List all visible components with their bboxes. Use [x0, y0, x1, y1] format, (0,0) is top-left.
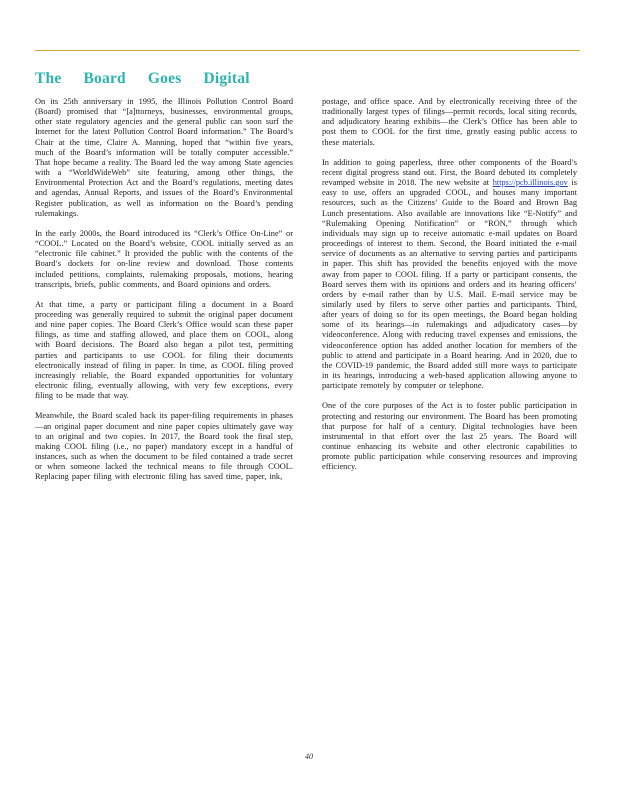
- paragraph-text: In addition to going paperless, three other components of the Board’s recent digital progress stand out. First, the Board debuted its completely revamped website in 2018. The new website at: [322, 157, 577, 188]
- paragraph: On its 25th anniversary in 1995, the Illinois Pollution Control Board (Board) promised that “[a]ttorneys, businesses, environmental groups, other state regulatory agencies and the general public can soon surf the Internet for the latest Pollution Control Board information.” The Board’s Chair at the time, Claire A. Manning, hoped that “within five years, much of the Board’s information will be totally computer accessible.” That hope became a reality. The Board led the way among State agencies with a “WorldWideWeb” site featuring, among other things, the Environmental Protection Act and the Board’s regulations, meeting dates and agendas, Annual Reports, and issues of the Board’s Environmental Register publication, as well as information on the Board’s pending rulemakings.: [35, 97, 293, 218]
- paragraph-text: is easy to use, offers an upgraded COOL, and houses many important resources, such as the Citizens’ Guide to the Board and Brown Bag Lunch presentations. Also available are innovations like “E-Notify” and “Rulemaking Opening Notification” or “RON,” through which individuals may sign up to receive automatic e-mail updates on Board proceedings of interest to them. Second, the Board initiated the e-mail service of documents as an alternative to serving parties and participants in paper. This shift has provided the benefits enjoyed with the move away from paper to COOL filing. If a party or participant consents, the Board serves them with its opinions and orders and its hearing officers’ orders by e-mail rather than by U.S. Mail. E-mail service may be similarly used by filers to serve other parties and participants. Third, after years of doing so for its open meetings, the Board began holding some of its hearings—in rulemakings and adjudicatory cases—by videoconference. Along with reducing travel expenses and emissions, the videoconference option has added another location for members of the public to attend and participate in a Board hearing. And in 2020, due to the COVID-19 pandemic, the Board added still more ways to participate in its hearings, introducing a web-based application allowing anyone to participate remotely by computer or telephone.: [322, 178, 577, 391]
- website-link[interactable]: https://pcb.illinois.gov: [492, 178, 568, 188]
- page-title: The Board Goes Digital: [35, 70, 250, 87]
- right-column: [322, 97, 577, 482]
- header-rule: [35, 50, 580, 51]
- paragraph: Meanwhile, the Board scaled back its paper-filing requirements in phases—an original paper document and nine paper copies ultimately gave way to an original and two copies. In 2017, the Board took the final step, making COOL filing (i.e., no paper) mandatory except in a handful of instances, such as when the document to be filed contained a trade secret or when someone lacked the technical means to file through COOL. Replacing paper filing with electronic filing has saved time, paper, ink,: [35, 411, 293, 482]
- paragraph: [322, 158, 577, 392]
- paragraph: postage, and office space. And by electronically receiving three of the traditionally largest types of filings—permit records, local siting records, and adjudicatory hearing exhibits—the Clerk’s Office has been able to post them to COOL for the first time, greatly easing public access to these materials.: [322, 97, 577, 147]
- paragraph: At that time, a party or participant filing a document in a Board proceeding was generally required to submit the original paper document and nine paper copies. The Board Clerk’s Office would scan these paper filings, as time and staffing allowed, and place them on COOL, along with Board decisions. The Board also began a pilot test, permitting parties and participants to use COOL for filing their documents electronically instead of filing in paper. In time, as COOL filing proved increasingly reliable, the Board expanded opportunities for voluntary electronic filing, eventually allowing, with very few exceptions, every filing to be made that way.: [35, 299, 293, 401]
- paragraph: In the early 2000s, the Board introduced its “Clerk’s Office On-Line” or “COOL.” Located on the Board’s website, COOL initially served as an “electronic file cabinet.” It provided the public with the contents of the Board’s dockets for on-line review and download. Those contents included petitions, complaints, rulemaking proposals, motions, hearing transcripts, briefs, public comments, and Board opinions and orders.: [35, 228, 293, 289]
- paragraph: One of the core purposes of the Act is to foster public participation in protecting and restoring our environment. The Board has been promoting that purpose for half of a century. Digital technologies have been instrumental in that effort over the last 25 years. The Board will continue enhancing its website and other electronic capabilities to promote public participation while conserving resources and improving efficiency.: [322, 401, 577, 472]
- left-column: [35, 97, 293, 492]
- page-number: 40: [305, 752, 313, 761]
